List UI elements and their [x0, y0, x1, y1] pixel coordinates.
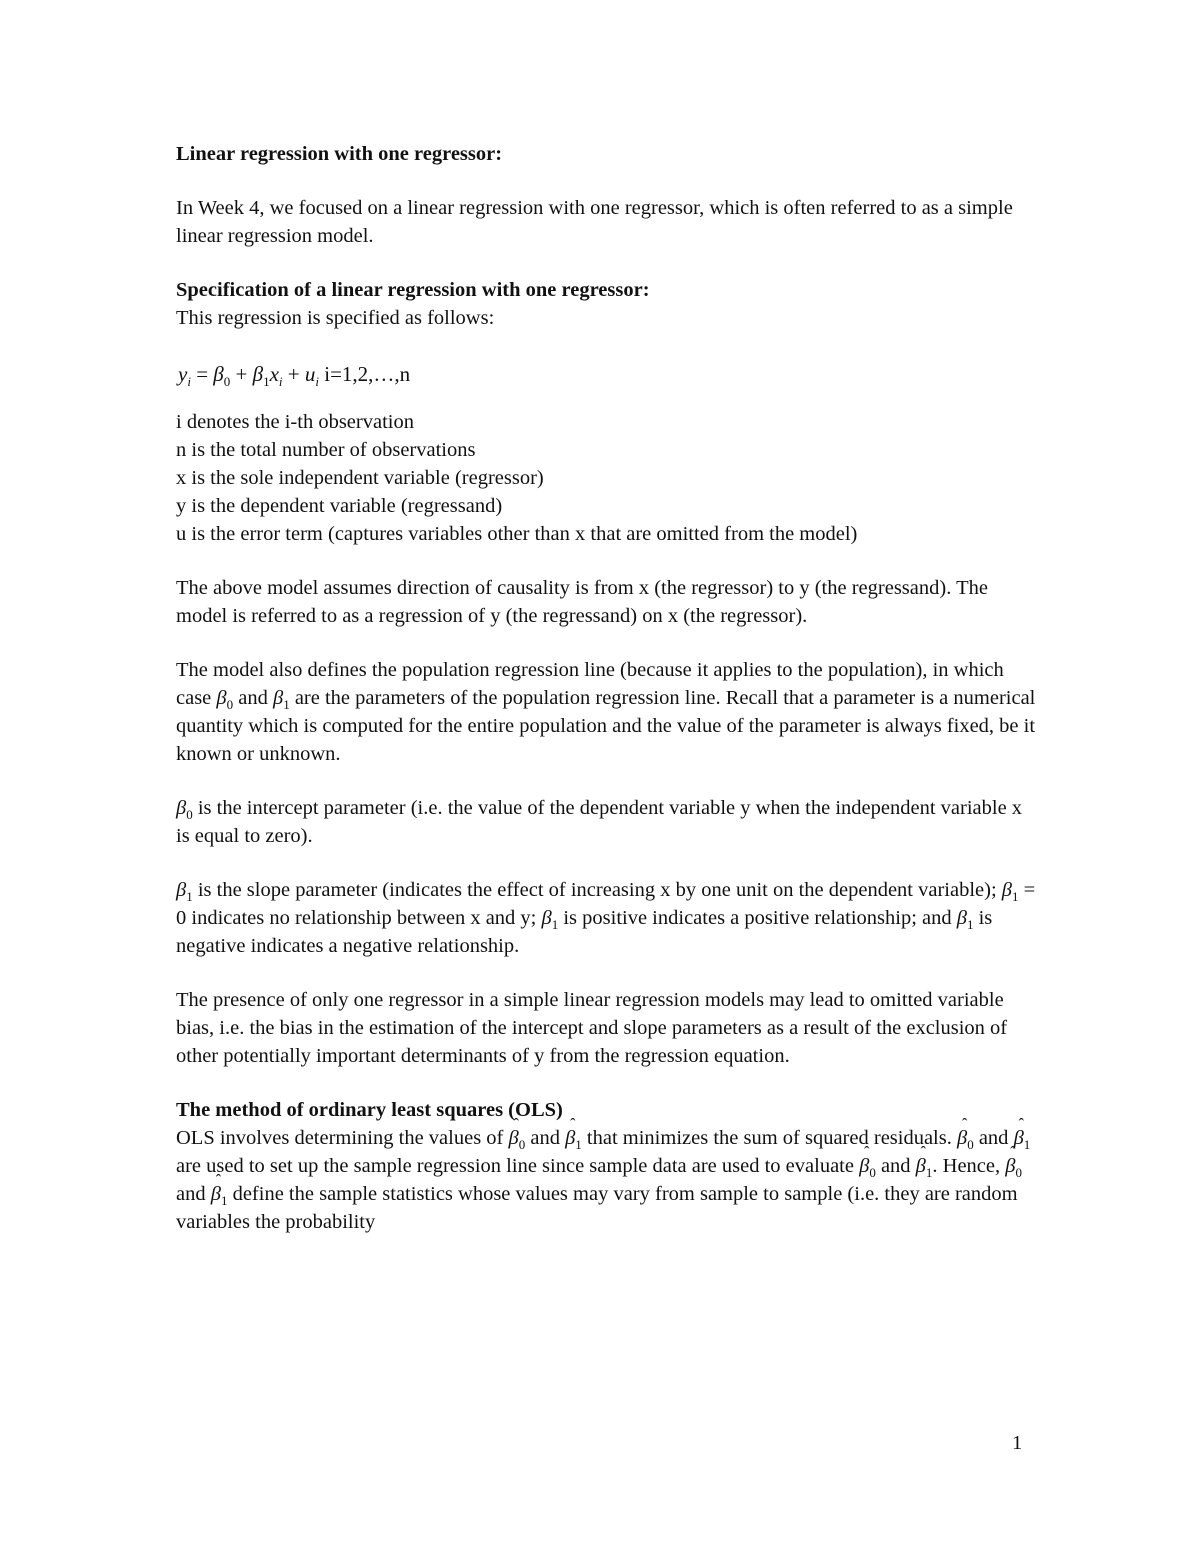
specification-lead: This regression is specified as follows: — [176, 307, 495, 329]
page-number: 1 — [1012, 1432, 1023, 1454]
causality-paragraph: The above model assumes direction of causality is from x (the regressor) to y (the regressand). The model is referred to as a regression of y (the regressand) on x (the regressor). — [176, 577, 988, 627]
intro-paragraph: In Week 4, we focused on a linear regression with one regressor, which is often referred to as a simple linear regression model. — [176, 197, 1013, 247]
intercept-paragraph: $\beta_0$ is the intercept parameter (i.e. the value of the dependent variable y when the independent variable x is equal to zero). — [176, 797, 1023, 847]
definition-item: u is the error term (captures variables other than x that are omitted from the model) — [176, 523, 858, 545]
heading-ols: The method of ordinary least squares (OLS) — [176, 1099, 563, 1121]
definition-item: n is the total number of observations — [176, 439, 476, 461]
ols-paragraph: OLS involves determining the values of ˆ $\beta_0$ and ˆ $\beta_1$ that minimizes the sum of squared residuals. ˆ $\beta_0$ and ˆ $\beta_1$ are used to set up the sample regression line since sample data are used to evaluate ˆ $\beta_0$ and ˆ $\beta_1$. Hence, ˆ $\beta_0$ and ˆ $\beta_1$ define the sample statistics whose values may vary from sample to sample (i.e. they are random variables the probability — [176, 1124, 1036, 1236]
definitions-list — [176, 408, 1036, 548]
heading-specification: Specification of a linear regression with one regressor: — [176, 279, 650, 301]
document-page — [176, 140, 1036, 1236]
slope-paragraph: $\beta_1$ is the slope parameter (indicates the effect of increasing x by one unit on the dependent variable); $\beta_1 = 0$ indicates no relationship between x and y; $\beta_1$ is positive indicates a positive relationship; and $\beta_1$ is negative indicates a negative relationship. — [176, 879, 1036, 957]
definition-item: x is the sole independent variable (regressor) — [176, 467, 544, 489]
omitted-variable-paragraph: The presence of only one regressor in a simple linear regression models may lead to omitted variable bias, i.e. the bias in the estimation of the intercept and slope parameters as a result of the exclusion of other potentially important determinants of y from the regression equation. — [176, 989, 1008, 1067]
heading-linear-regression: Linear regression with one regressor: — [176, 143, 503, 165]
population-line-paragraph: The model also defines the population regression line (because it applies to the population), in which case $\beta_0$ and $\beta_1$ are the parameters of the population regression line. Recall that a parameter is a numerical quantity which is computed for the entire population and the value of the parameter is always fixed, be it known or unknown. — [176, 659, 1036, 765]
definition-item: y is the dependent variable (regressand) — [176, 495, 503, 517]
equation-range: i=1,2,…,n — [324, 362, 411, 386]
regression-equation: $y_i = \beta_0 + \beta_1x_i + u_i$ i=1,2,…,n — [178, 362, 411, 389]
definition-item: i denotes the i-th observation — [176, 411, 414, 433]
